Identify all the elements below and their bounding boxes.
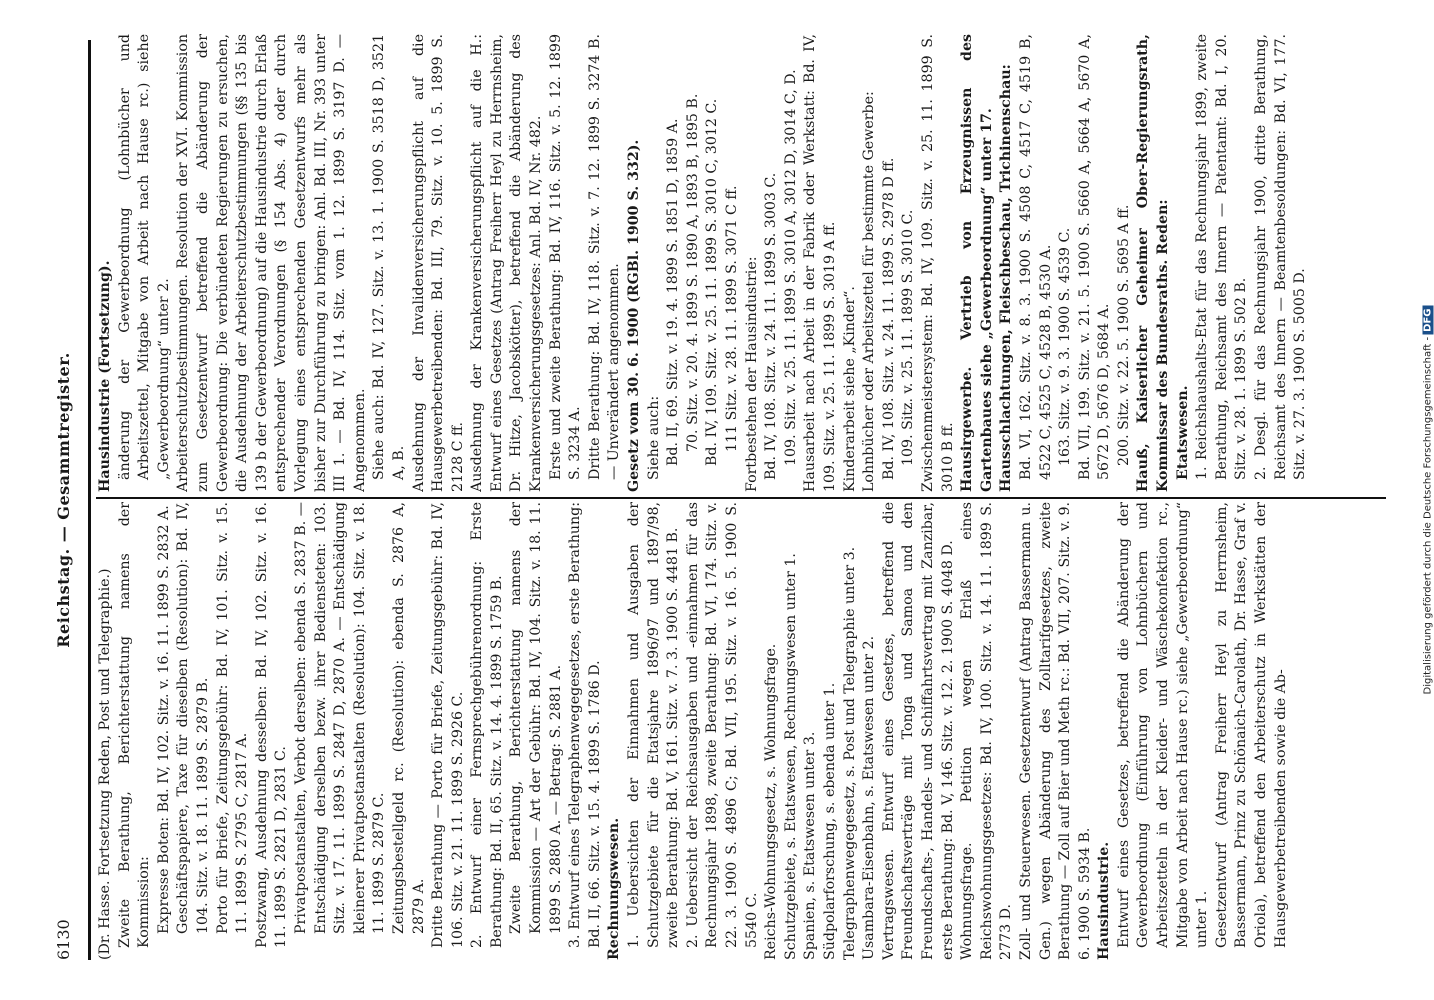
entry: Schutzgebiete, s. Etatswesen, Rechnungswesen unter 1. xyxy=(782,553,799,960)
entry: Ausdehnung der Krankenversicherungspflicht auf die H.: Entwurf eines Gesetzes (Antrag Freiherr Heyl zu Herrnsheim, Dr. Hitze, Jacobskötter), betreffend die Abänderung des Krankenversicherungsgesetzes: Anl. Bd. IV, Nr. 482. xyxy=(469,34,545,492)
heading: Hauß, Kaiserlicher Geheimer Ober-Regierungsrath, Kommissar des Bundesraths. Reden: xyxy=(1135,34,1172,492)
entry: Bd. VI, 162. Sitz. v. 8. 3. 1900 S. 4508 C, 4517 C, 4519 B, 4522 C, 4525 C, 4528 B, 4530 A. xyxy=(1017,34,1054,480)
heading: Rechnungswesen. xyxy=(606,817,623,960)
entry: 109. Sitz. v. 25. 11. 1899 S. 3010 C. xyxy=(900,209,917,466)
entry: Kinderarbeit siehe „Kinder“. xyxy=(841,286,858,492)
entry: Bd. IV, 109. Sitz. v. 25. 11. 1899 S. 3010 C, 3012 C. xyxy=(704,98,721,466)
entry: Zweite Berathung, Berichterstattung namens der Kommission: xyxy=(116,502,153,948)
entry: Spanien, s. Etatswesen unter 3. xyxy=(802,731,819,960)
entry: Zweite Berathung, Berichterstattung namens der Kommission — Art der Gebühr: Bd. IV, 104. Sitz. v. 18. 11. 1899 S. 2880 A. — Betrag: S. 2881 A. xyxy=(508,502,564,934)
entry: (Dr. Hasse. Fortsetzung Reden, Post und Telegraphie.) xyxy=(97,568,113,960)
entry: änderung der Gewerbeordnung (Lohnbücher und Arbeitszettel, Mitgabe von Arbeit nach Hause rc.) siehe „Gewerbeordnung“ unter 2. xyxy=(116,34,172,480)
entry: Gesetz vom 30. 6. 1900 (RGBl. 1900 S. 332). xyxy=(626,139,643,492)
entry: 1. Uebersichten der Einnahmen und Ausgaben der Schutzgebiete für die Etatsjahre 1896/97 und 1897/98, zweite Berathung: Bd. V, 161. Sitz. v. 7. 3. 1900 S. 4481 B. xyxy=(626,502,682,948)
dfg-logo: DFG xyxy=(1423,306,1434,335)
entry: Arbeiterschutzbestimmungen. Resolution der XVI. Kommission zum Gesetzentwurf betreffend die Abänderung der Gewerbeordnung: Die verbündeten Regierungen zu ersuchen, die Ausdehnung der Arbeiterschutzbestimmungen (§§ 135 bis 139 b der Gewerbeordnung) auf die Hausindustrie durch Erlaß entsprechender Verordnungen (§ 154 Abs. 4) oder durch Vorlegung eines entsprechenden Gesetzentwurfs mehr als bisher zur Durchführung zu bringen: Anl. Bd. III, Nr. 393 unter III 1. — Bd. IV, 114. Sitz. vom 1. 12. 1899 S. 3197 D. — Angenommen. xyxy=(175,34,368,492)
entry: Porto für Briefe, Zeitungsgebühr: Bd. IV, 101. Sitz. v. 15. 11. 1899 S. 2795 C, 2817 A. xyxy=(214,502,251,934)
entry: Geschäftspapiere, Taxe für dieselben (Resolution): Bd. IV, 104. Sitz. v. 18. 11. 1899 S. 2879 B. xyxy=(175,502,211,934)
right-column xyxy=(96,34,1386,492)
entry: Hausarbeit nach Arbeit in der Fabrik oder Werkstatt: Bd. IV, 109. Sitz. v. 25. 11. 1899 S. 3019 A ff. xyxy=(802,34,838,492)
entry: Dritte Berathung: Bd. IV, 118. Sitz. v. 7. 12. 1899 S. 3274 B. — Unverändert angenommen. xyxy=(586,34,623,480)
entry: 70. Sitz. v. 20. 4. 1899 S. 1890 A, 1893 B, 1895 B. xyxy=(684,93,701,452)
entry: 3. Entwurf eines Telegraphenwegegesetzes, erste Berathung: Bd. II, 66. Sitz. v. 15. 4. 1899 S. 1786 D. xyxy=(567,502,603,948)
entry: Bd. IV, 108. Sitz. v. 24. 11. 1899 S. 2978 D ff. xyxy=(880,157,897,480)
entry: 163. Sitz. v. 9. 3. 1900 S. 4539 C. xyxy=(1057,227,1074,466)
entry: Bd. VII, 199. Sitz. v. 21. 5. 1900 S. 5660 A, 5664 A, 5670 A, 5672 D, 5676 D, 5684 A. xyxy=(1076,34,1113,480)
entry: Wohnungsfrage. Petition wegen Erlaß eines Reichswohnungsgesetzes: Bd. IV, 100. Sitz. v. 14. 11. 1899 S. 2773 D. xyxy=(959,502,1015,960)
entry: 2. Entwurf einer Fernsprechgebührenordnung: Erste Berathung: Bd. II, 65. Sitz. v. 14. 4. 1899 S. 1759 B. xyxy=(469,502,505,948)
entry: Zoll- und Steuerwesen. Gesetzentwurf (Antrag Bassermann u. Gen.) wegen Abänderung des Zolltarifgesetzes, zweite Berathung — Zoll auf Bier und Meth rc.: Bd. VII, 207. Sitz. v. 9. 6. 1900 S. 5934 B. xyxy=(1017,502,1093,960)
credit-text: Digitalisierung gefördert durch die Deutsche Forschungsgemeinschaft - xyxy=(1422,336,1434,695)
entry: Bd. IV, 108. Sitz. v. 24. 11. 1899 S. 3003 C. xyxy=(763,172,780,480)
heading: Hausindustrie. xyxy=(1096,841,1113,960)
entry: Bd. II, 69. Sitz. v. 19. 4. 1899 S. 1851 D, 1859 A. xyxy=(665,118,682,466)
entry: 2. Uebersicht der Reichsausgaben und -einnahmen für das Rechnungsjahr 1898, zweite Berathung: Bd. VI, 174. Sitz. v. 22. 3. 1900 S. 4896 C; Bd. VII, 195. Sitz. v. 16. 5. 1900 S. 5540 C. xyxy=(684,502,760,948)
entry: Gesetzentwurf (Antrag Freiherr Heyl zu Herrnsheim, Bassermann, Prinz zu Schönaich-Carolath, Dr. Hasse, Graf v. Oriola), betreffend den Arbeiterschutz in Werkstätten der Hausgewerbetreibenden sowie die Ab- xyxy=(1213,502,1289,948)
entry: Zeitungsbestellgeld rc. (Resolution): ebenda S. 2876 A, 2879 A. xyxy=(390,502,427,934)
entry: Südpolarforschung, s. ebenda unter 1. xyxy=(821,682,838,960)
heading: Etatswesen. xyxy=(1174,385,1191,480)
entry: Ausdehnung der Invalidenversicherungspflicht auf die Hausgewerbetreibenden: Bd. III, 79. Sitz. v. 10. 5. 1899 S. 2128 C ff. xyxy=(410,34,466,492)
entry: Lohnbücher oder Arbeitszettel für bestimmte Gewerbe: xyxy=(861,91,878,492)
entry: Entwurf eines Gesetzes, betreffend die Abänderung der Gewerbeordnung (Einführung von Lohnbüchern und Arbeitszetteln in der Kleider- und Wäschekonfektion rc., Mitgabe von Arbeit nach Hause rc.) siehe „Gewerbeordnung“ unter 1. xyxy=(1115,502,1211,948)
digitization-credit xyxy=(1423,306,1434,695)
running-head xyxy=(48,40,88,960)
entry: Dritte Berathung — Porto für Briefe, Zeitungsgebühr: Bd. IV, 106. Sitz. v. 21. 11. 1899 S. 2926 C. xyxy=(430,502,466,948)
heading: Hausirgewerbe. Vertrieb von Erzeugnissen des Gartenbaues siehe „Gewerbeordnung“ unter 17. xyxy=(959,34,995,492)
entry: Reichs-Wohnungsgesetz, s. Wohnungsfrage. xyxy=(763,643,780,960)
entry: Siehe auch: Bd. IV, 127. Sitz. v. 13. 1. 1900 S. 3518 D, 3521 A, B. xyxy=(371,34,407,480)
entry: 200. Sitz. v. 22. 5. 1900 S. 5695 A ff. xyxy=(1115,204,1132,466)
heading: Hausindustrie (Fortsetzung). xyxy=(97,260,113,492)
entry: 111 Sitz. v. 28. 11. 1899 S. 3071 C ff. xyxy=(724,185,740,452)
entry: Privatpostanstalten, Verbot derselben: ebenda S. 2837 B. — Entschädigung derselben bezw. ihrer Bediensteten: 103. Sitz. v. 17. 11. 1899 S. 2847 D, 2870 A. — Entschädigung kleinerer Privatpostanstalten (Resolution): 104. Sitz. v. 18. 11. 1899 S. 2879 C. xyxy=(292,502,388,934)
entry: Vertragswesen. Entwurf eines Gesetzes, betreffend die Freundschaftsverträge mit Tonga und Samoa und den Freundschafts-, Handels- und Schiffahrtsvertrag mit Zanzibar, erste Berathung: Bd. V, 146. Sitz. v. 12. 2. 1900 S. 4048 D. xyxy=(880,502,956,960)
entry: Postzwang, Ausdehnung desselben: Bd. IV, 102. Sitz. v. 16. 11. 1899 S. 2821 D, 2831 C. xyxy=(253,502,290,948)
entry: 2. Desgl. für das Rechnungsjahr 1900, dritte Berathung, Reichsamt des Innern — Beamtenbesoldungen: Bd. VI, 177. Sitz. v. 27. 3. 1900 S. 5005 D. xyxy=(1253,34,1309,480)
entry: Expresse Boten: Bd. IV, 102. Sitz. v. 16. 11. 1899 S. 2832 A. xyxy=(155,505,172,934)
heading: Hausschlachtungen, Fleischbeschau, Trichinenschau: xyxy=(998,64,1015,492)
page-number: 6130 xyxy=(54,919,73,960)
header-rule xyxy=(88,40,91,960)
column-divider xyxy=(96,497,1386,499)
entry: 1. Reichshaushalts-Etat für das Rechnungsjahr 1899, zweite Berathung, Reichsamt des Innern — Patentamt: Bd. I, 20. Sitz. v. 28. 1. 1899 S. 502 B. xyxy=(1194,34,1250,480)
running-title: Reichstag. — Gesammtregister. xyxy=(54,352,73,648)
entry: Siehe auch: xyxy=(645,395,662,480)
left-column xyxy=(96,502,1386,960)
entry: Erste und zweite Berathung: Bd. IV, 116. Sitz. v. 5. 12. 1899 S. 3234 A. xyxy=(547,34,584,480)
entry: Telegraphenwegegesetz, s. Post und Telegraphie unter 3. xyxy=(841,546,858,960)
entry: Usambara-Eisenbahn, s. Etatswesen unter 2. xyxy=(861,635,878,960)
entry: 109. Sitz. v. 25. 11. 1899 S. 3010 A, 3012 D, 3014 C, D. xyxy=(782,69,799,466)
entry: Zwischenmeistersystem: Bd. IV, 109. Sitz. v. 25. 11. 1899 S. 3010 B ff. xyxy=(919,34,956,492)
entry: Fortbestehen der Hausindustrie: xyxy=(743,256,760,492)
